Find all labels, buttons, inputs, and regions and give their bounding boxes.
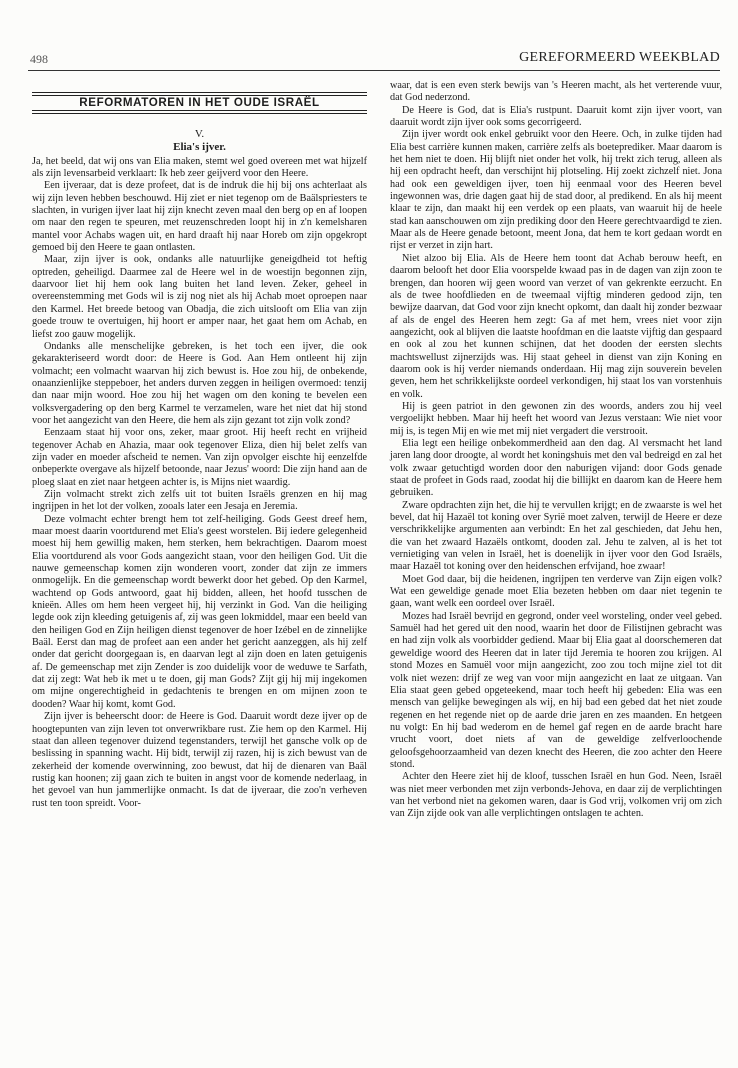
left-column: [32, 80, 367, 810]
heading-rule: [32, 113, 367, 114]
right-column: [390, 80, 722, 821]
paragraph: De Heere is God, dat is Elia's rustpunt. Daaruit komt zijn ijver voort, van daaruit wordt zijn ijver ook soms gecorrigeerd.: [390, 104, 722, 129]
paragraph: Mozes had Israël bevrijd en gegrond, onder veel worsteling, onder veel gebed. Samuël had het gered uit den nood, waarin het door de Filistijnen gebracht was en had zijn volk als voorbidder gediend. Maar bij Elia gaat al doorschemeren dat geweldige woord des Heeren dat in later tijd Jeremia te hooren zou krijgen. Al stond Mozes en Samuël voor mijn aangezicht, zoo zou toch mijne ziel tot dit volk niet wezen: drijf ze weg van voor mijn aangezicht en laat ze uitgaan. Van Elia staat geen gebed opgeteekend, maar toch heeft hij gebeden: Elia was een mensch van gelijke bewegingen als wij, en hij bad een gebed dat het niet zoude regenen en het regende niet op de aarde drie jaren en zes maanden. En hetgeen nu volgt: En hij bad wederom en de hemel gaf regen en de aarde bracht hare vrucht voort, doet niets af van de geweldige zelfverloochende geloofsgehoorzaamheid van dezen knecht des Heeren, die zoo achter den Heere stond.: [390, 610, 722, 770]
paragraph: waar, dat is een even sterk bewijs van 's Heeren macht, als het verterende vuur, dat God nederzond.: [390, 80, 722, 104]
paragraph: Zijn ijver wordt ook enkel gebruikt voor den Heere. Och, in zulke tijden had Elia best carrière kunnen maken, carrière zelfs als boeteprediker. Maar daarom is het hem niet te doen. Hij blijft niet onder het volk, hij trekt zich terug, alleen als hij een opdracht heeft, dan verschijnt hij plotseling. Hij zoekt zichzelf niet. Jona had ook een geweldigen ijver, toen hij eenmaal voor des Heeren bevel ingewonnen was, drie dagen gaat hij de stad door, al predikend. En als hij meent klaar te zijn, dan maakt hij een verdek op een plaats, van waaruit hij de heele stad kan aanschouwen om zijn prediking door den Heere gerechtvaardigd te zien. Maar als de Heere genade betoont, meent Jona, dat hem te kort gedaan wordt en rijst er verzet in zijn hart.: [390, 129, 722, 252]
heading-rule: [32, 110, 367, 111]
paragraph: Elia legt een heilige onbekommerdheid aan den dag. Al versmacht het land jaren lang door droogte, al wordt het koningshuis met den val bedreigd en zal het volk zwaar getuchtigd worden door den naburigen vijand: door Gods genade staat de profeet in Gods raad, zoodat hij die billijkt en daarom kan de Heere hem gebruiken.: [390, 437, 722, 499]
paragraph: Eenzaam staat hij voor ons, zeker, maar groot. Hij heeft recht en vrijheid tegenover Achab en Ahazia, maar ook tegenover Eliza, dien hij belet zelfs van zijn vader en moeder afscheid te nemen. Van zijn opvolger eischte hij eenzelfde onbeperkte overgave als hijzelf betoonde, naar Jezus' woord: Die zijn hand aan de ploeg slaat en ziet naar hetgeen achter is, is Mijns niet waardig.: [32, 427, 367, 488]
article-subtitle: Elia's ijver.: [173, 141, 226, 154]
paragraph: Deze volmacht echter brengt hem tot zelf-heiliging. Gods Geest dreef hem, maar moest daarin voortdurend met Elia's geest worstelen. Bij iedere gelegenheid moest hij hem gewillig maken, hem sterken, hem bekrachtigen. Daarom moest Elia voortdurend als voor Gods aangezicht staan, voor den heiligen God. Uit die nauwe gemeenschap komen zijn wonderen voort, zonder dat zijn ze immers onmogelijk. En die gemeenschap wordt bewerkt door het gebed. Op den Karmel, wachtend op Gods antwoord, gaat hij bidden, alleen, het hoofd tusschen de knieën. Alles om hem heen vergeet hij, hij verzinkt in God. Van die heiliging legde ook zijn kleeding getuigenis af, zij was geen lokmiddel, maar een beeld van den heiligen God en Zijn heiligen dienst tegenover de hoer Izébel en de zinnelijke Baäl. Eerst dan mag de profeet aan een ander het gericht aanzeggen, als hij zelf onder dat gericht doorgegaan is, en daarvan legt al zijn doen en laten getuigenis af. De gemeenschap met zijn Zender is zoo duidelijk voor de weduwe te Sarfath, dat zij zegt: Wat heb ik met u te doen, gij man Gods? Zijt gij hij mij ingekomen om mijne ongerechtigheid in gedachtenis te brengen en om mijnen zoon te dooden? Waar hij komt, komt God.: [32, 513, 367, 710]
paragraph: Achter den Heere ziet hij de kloof, tusschen Israël en hun God. Neen, Israël was niet meer verbonden met zijn verbonds-Jehova, en daar zij de verplichtingen van het verbond niet na gekomen waren, daar is God vrij, volkomen vrij om zich van Zijn zijde ook van alle verplichtingen ontslagen te achten.: [390, 771, 722, 820]
paragraph: Ja, het beeld, dat wij ons van Elia maken, stemt wel goed overeen met wat hijzelf als zijn levensarbeid verklaart: Ik heb zeer geijverd voor den Heere.: [32, 155, 367, 180]
paragraph: Hij is geen patriot in den gewonen zin des woords, anders zou hij veel vergoelijkt hebben. Maar hij heeft het woord van Jezus verstaan: Wie niet voor mij is, is tegen Mij en wie met mij niet vergadert die verstrooit.: [390, 400, 722, 437]
section-heading: [32, 80, 367, 122]
heading-rule: [32, 92, 367, 93]
paragraph: Zijn ijver is beheerscht door: de Heere is God. Daaruit wordt deze ijver op de hoogtepunten van zijn leven tot onverwrikbare rust. Zie hem op den Karmel. Hij staat dan alleen tegenover duizend tegenstanders, terwijl het gansche volk op de beslissing in spanning wacht. Hij bidt, terwijl zij razen, hij is zich bewust van de zekerheid der komende overwinning, zoo bewust, dat hij de dienaren van Baäl rustig kan hoonen; zij gaan zich te buiten in angst voor de komende nederlaag, in het gevoel van hun jammerlijke onmacht. Is dat de ijveraar, die zoo'n verheven rust ten toon spreidt. Voor-: [32, 711, 367, 809]
paragraph: Ondanks alle menschelijke gebreken, is het toch een ijver, die ook gekarakteriseerd wordt door: de Heere is God. Aan Hem ontleent hij zijn volmacht; een volmacht waarvan hij zich bewust is. Hoe zou hij, de onbekende, onaanzienlijke steppeboer, het anders durven zeggen in heiligen overmoed: tenzij dan naar mijn woord. Hoe zou hij het wagen om den koning te bevelen een volksvergadering op den berg Karmel te verzamelen, ware het niet dat hij stond voor het aangezicht van den Heere, die hem als zijn gezant tot zijn volk zond?: [32, 340, 367, 426]
section-title: REFORMATOREN IN HET OUDE ISRAËL: [74, 96, 324, 109]
paragraph: Moet God daar, bij die heidenen, ingrijpen ten verderve van Zijn eigen volk? Wat een geweldige genade moet Elia bezeten hebben om daar niet tegenin te gaan, want welk een oordeel over Israël.: [390, 573, 722, 610]
paragraph: Zware opdrachten zijn het, die hij te vervullen krijgt; en de zwaarste is wel het bevel, dat hij Hazaël tot koning over Syrië moet zalven, terwijl de Heere er deze verschrikkelijke argumenten aan verbindt: En het zal geschieden, dat Jehu hen, die van het zwaard Hazaëls ontkomt, dooden zal. Jehu te zalven, al is het tot vernietiging van velen in Israël, het is doenelijk in ijver voor den God Israëls, maar Hazaël tot koning over den heidenschen erfvijand, hoe zwaar!: [390, 499, 722, 573]
publication-title: GEREFORMEERD WEEKBLAD: [519, 50, 720, 65]
paragraph: Maar, zijn ijver is ook, ondanks alle natuurlijke geneigdheid tot heftig optreden, geheiligd. Daarmee zal de Heere wel in de woestijn begonnen zijn, daarvoor liet hij hem ook lang buiten het land leven. Zeker, geheel in overeenstemming met Gods wil is zij nog niet als hij Achab moet oproepen naar den Karmel. Het breede betoog van Obadja, die zich uitslooft om Elia van zijn goede trouw te overtuigen, hij hoort er amper naar, het gaat hem om Achab, en liefst zoo gauw mogelijk.: [32, 254, 367, 340]
header-rule: [28, 70, 720, 71]
page-number: 498: [30, 52, 48, 66]
part-number: V.: [194, 128, 205, 140]
paragraph: Niet alzoo bij Elia. Als de Heere hem toont dat Achab berouw heeft, en daarom belooft het door Elia voorspelde kwaad pas in de dagen van zijn zoon te brengen, dan hooren wij geen woord van verzet of van gekrenkte eerzucht. En als de twee hoofdlieden en de tweemaal vijftig minderen gedood zijn, ten bewijze daarvan, dat God voor zijn knecht opkomt, dan daalt hij zonder bezwaar af als de engel des Heeren hem zegt: Ga af met hem, vrees niet voor zijn aangezicht, ook al blijven die laatste hoofdman en die laatste vijftig dan gespaard en ook al zou het kunnen schijnen, dat het dooden der eersten slechts machtswellust zijnerzijds was. Hij staat geheel in dienst van zijn Koning en daarom ook is hij verder niemands onderdaan. Hij mag zijn souverein bevelen geven, hem het schrikkelijkste oordeel verkondigen, hij staat los van vorstenhuis en volk.: [390, 252, 722, 400]
paragraph: Een ijveraar, dat is deze profeet, dat is de indruk die hij bij ons achterlaat als wij zijn leven hebben beschouwd. Hij ziet er niet tegenop om de Baälspriesters te slachten, in vurigen ijver laat hij zijn knecht zeven maal den berg op en af loopen om naar den regen te speuren, met reuzenschreden loopt hij in z'n kemelsharen mantel voor Achabs wagen uit, en hard draaft hij naar Horeb om zijn opgekropt gemoed bij den Heere te gaan ontlasten.: [32, 180, 367, 254]
paragraph: Zijn volmacht strekt zich zelfs uit tot buiten Israëls grenzen en hij mag ingrijpen in het lot der volken, zooals later een Jesaja en Jeremia.: [32, 488, 367, 513]
